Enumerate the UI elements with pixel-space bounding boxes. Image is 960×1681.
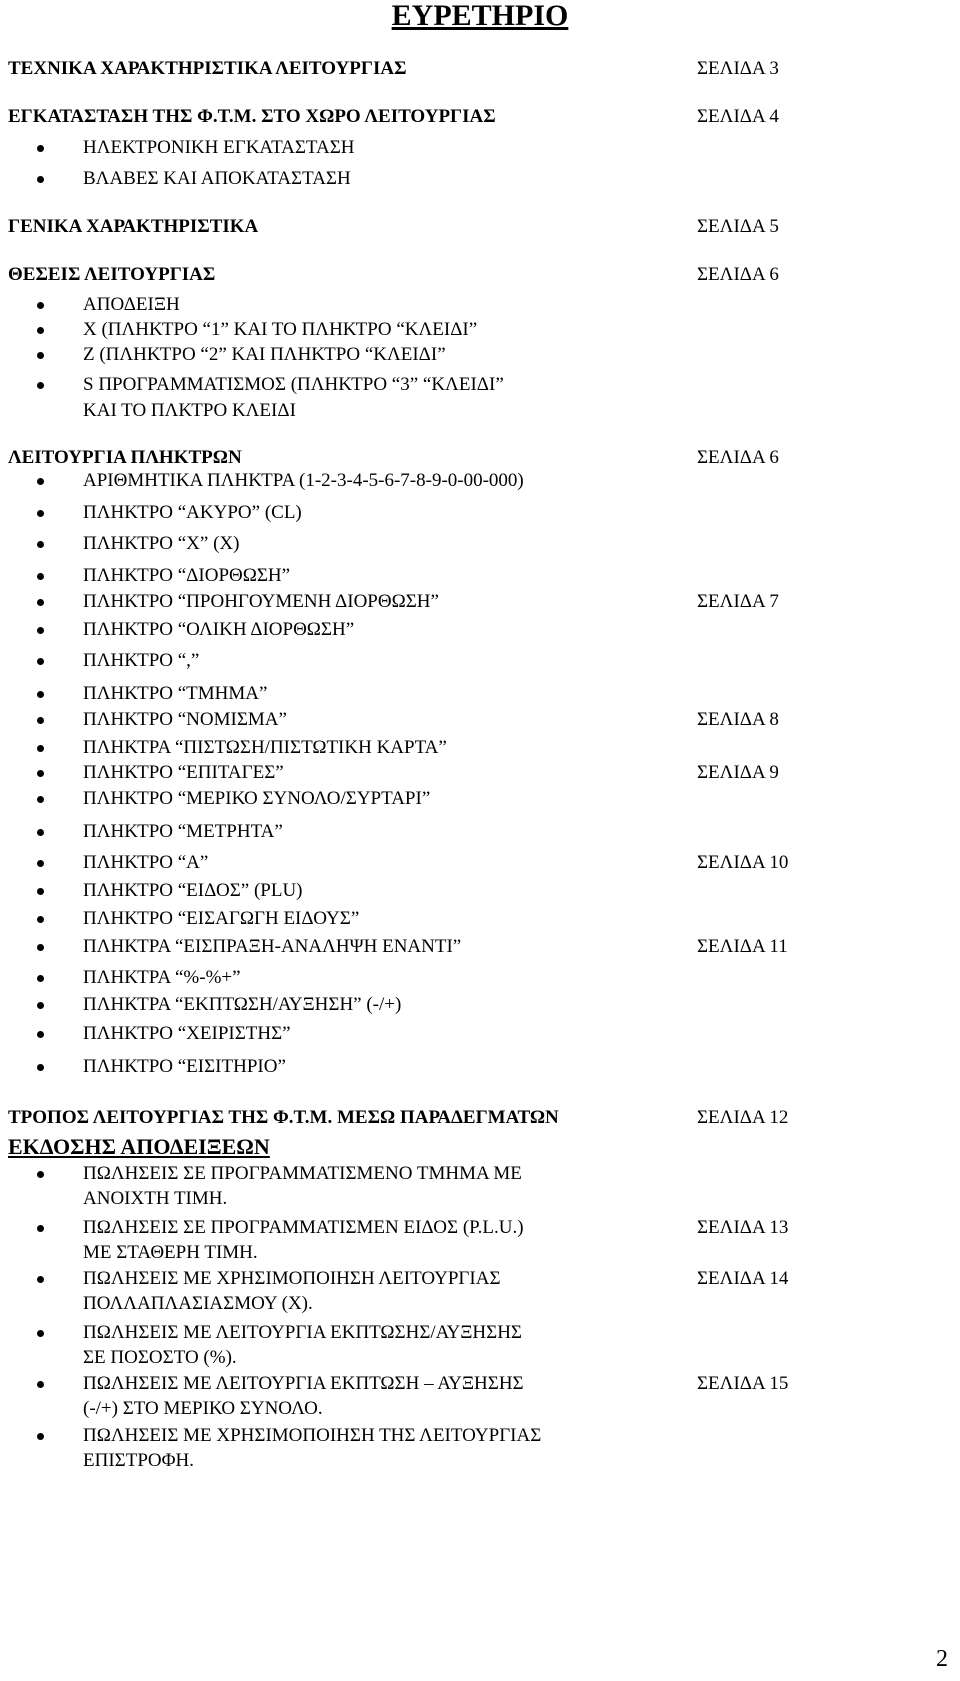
list-item: ΠΛΗΚΤΡΟ “ΝΟΜΙΣΜΑ” [83, 709, 287, 730]
list-item: ΠΛΗΚΤΡΟ “ΔΙΟΡΘΩΣΗ” [83, 565, 291, 586]
section-page: ΣΕΛΙΔΑ 6 [697, 264, 779, 285]
section-page: ΣΕΛΙΔΑ 4 [697, 106, 779, 127]
bullet-icon [37, 860, 44, 867]
list-item: ΠΩΛΗΣΕΙΣ ΜΕ ΛΕΙΤΟΥΡΓΙΑ ΕΚΠΤΩΣΗ – ΑΥΞΗΣΗΣ [83, 1373, 524, 1394]
list-item: ΠΛΗΚΤΡΟ “ΑΚΥΡΟ” (CL) [83, 502, 302, 523]
list-item: ΠΛΗΚΤΡΟ “ΤΜΗΜΑ” [83, 683, 268, 704]
list-item: ΠΩΛΗΣΕΙΣ ΣΕ ΠΡΟΓΡΑΜΜΑΤΙΣΜΕΝΟ ΤΜΗΜΑ ΜΕ [83, 1163, 522, 1184]
list-item: ΠΩΛΗΣΕΙΣ ΜΕ ΧΡΗΣΙΜΟΠΟΙΗΣΗ ΤΗΣ ΛΕΙΤΟΥΡΓΙΑΣ [83, 1425, 542, 1446]
bullet-icon [37, 717, 44, 724]
bullet-icon [37, 1276, 44, 1283]
list-item: ΠΛΗΚΤΡΟ “ΕΙΔΟΣ” (PLU) [83, 880, 303, 901]
bullet-icon [37, 302, 44, 309]
section-page: ΣΕΛΙΔΑ 3 [697, 58, 779, 79]
list-item-page: ΣΕΛΙΔΑ 13 [697, 1217, 789, 1238]
bullet-icon [37, 888, 44, 895]
bullet-icon [37, 944, 44, 951]
list-item: ΠΩΛΗΣΕΙΣ ΣΕ ΠΡΟΓΡΑΜΜΑΤΙΣΜΕΝ ΕΙΔΟΣ (P.L.U.) [83, 1217, 524, 1238]
list-item: ΠΛΗΚΤΡΟ “ΧΕΙΡΙΣΤΗΣ” [83, 1023, 291, 1044]
list-item: ΠΛΗΚΤΡΟ “ΕΙΣΑΓΩΓΗ ΕΙΔΟΥΣ” [83, 908, 360, 929]
section-heading: ΤΕΧΝΙΚΑ ΧΑΡΑΚΤΗΡΙΣΤΙΚΑ ΛΕΙΤΟΥΡΓΙΑΣ [8, 58, 407, 79]
list-item: ΠΛΗΚΤΡΟ “ΠΡΟΗΓΟΥΜΕΝΗ ΔΙΟΡΘΩΣΗ” [83, 591, 439, 612]
list-item-continuation: (-/+) ΣΤΟ ΜΕΡΙΚΟ ΣΥΝΟΛΟ. [83, 1398, 323, 1419]
bullet-icon [37, 1064, 44, 1071]
bullet-icon [37, 541, 44, 548]
section-heading: ΤΡΟΠΟΣ ΛΕΙΤΟΥΡΓΙΑΣ ΤΗΣ Φ.Τ.Μ. ΜΕΣΩ ΠΑΡΑΔΕΓΜΑΤΩΝ [8, 1107, 559, 1128]
list-item-continuation: ΑΝΟΙΧΤΗ ΤΙΜΗ. [83, 1188, 228, 1209]
list-item: ΠΛΗΚΤΡΑ “ΠΙΣΤΩΣΗ/ΠΙΣΤΩΤΙΚΗ ΚΑΡΤΑ” [83, 737, 447, 758]
bullet-icon [37, 745, 44, 752]
bullet-icon [37, 145, 44, 152]
bullet-icon [37, 599, 44, 606]
section-subheading: ΕΚΔΟΣΗΣ ΑΠΟΔΕΙΞΕΩΝ [8, 1134, 270, 1159]
list-item-page: ΣΕΛΙΔΑ 15 [697, 1373, 789, 1394]
bullet-icon [37, 627, 44, 634]
list-item: ΠΛΗΚΤΡΑ “ΕΙΣΠΡΑΞΗ-ΑΝΑΛΗΨΗ ΕΝΑΝΤΙ” [83, 936, 462, 957]
list-item-page: ΣΕΛΙΔΑ 11 [697, 936, 788, 957]
list-item-page: ΣΕΛΙΔΑ 14 [697, 1268, 789, 1289]
list-item: ΠΛΗΚΤΡΟ “X” (X) [83, 533, 240, 554]
list-item: ΠΩΛΗΣΕΙΣ ΜΕ ΛΕΙΤΟΥΡΓΙΑ ΕΚΠΤΩΣΗΣ/ΑΥΞΗΣΗΣ [83, 1322, 522, 1343]
list-item: ΠΛΗΚΤΡΟ “ΕΙΣΙΤΗΡΙΟ” [83, 1056, 286, 1077]
list-item-page: ΣΕΛΙΔΑ 10 [697, 852, 789, 873]
list-item: X (ΠΛΗΚΤΡΟ “1” ΚΑΙ ΤΟ ΠΛΗΚΤΡΟ “ΚΛΕΙΔΙ” [83, 319, 478, 340]
list-item: ΠΛΗΚΤΡΟ “ΜΕΤΡΗΤΑ” [83, 821, 283, 842]
bullet-icon [37, 352, 44, 359]
bullet-icon [37, 1225, 44, 1232]
bullet-icon [37, 1330, 44, 1337]
bullet-icon [37, 573, 44, 580]
section-page: ΣΕΛΙΔΑ 12 [697, 1107, 789, 1128]
bullet-icon [37, 796, 44, 803]
list-item: ΠΛΗΚΤΡΟ “,” [83, 650, 200, 671]
bullet-icon [37, 691, 44, 698]
bullet-icon [37, 916, 44, 923]
list-item: ΠΩΛΗΣΕΙΣ ΜΕ ΧΡΗΣΙΜΟΠΟΙΗΣΗ ΛΕΙΤΟΥΡΓΙΑΣ [83, 1268, 501, 1289]
list-item: ΒΛΑΒΕΣ ΚΑΙ ΑΠΟΚΑΤΑΣΤΑΣΗ [83, 168, 351, 189]
bullet-icon [37, 1381, 44, 1388]
section-page: ΣΕΛΙΔΑ 5 [697, 216, 779, 237]
bullet-icon [37, 1031, 44, 1038]
list-item-page: ΣΕΛΙΔΑ 7 [697, 591, 779, 612]
list-item: ΑΠΟΔΕΙΞΗ [83, 294, 180, 315]
list-item: ΑΡΙΘΜΗΤΙΚΑ ΠΛΗΚΤΡΑ (1-2-3-4-5-6-7-8-9-0-00-000) [83, 470, 524, 491]
list-item-continuation: ΜΕ ΣΤΑΘΕΡΗ ΤΙΜΗ. [83, 1242, 258, 1263]
list-item-continuation: ΚΑΙ ΤΟ ΠΛΚΤΡΟ ΚΛΕΙΔΙ [83, 400, 296, 421]
list-item: ΠΛΗΚΤΡΟ “Α” [83, 852, 209, 873]
list-item-page: ΣΕΛΙΔΑ 8 [697, 709, 779, 730]
section-page: ΣΕΛΙΔΑ 6 [697, 447, 779, 468]
list-item-page: ΣΕΛΙΔΑ 9 [697, 762, 779, 783]
list-item: ΠΛΗΚΤΡΟ “ΕΠΙΤΑΓΕΣ” [83, 762, 284, 783]
list-item: Z (ΠΛΗΚΤΡΟ “2” ΚΑΙ ΠΛΗΚΤΡΟ “ΚΛΕΙΔΙ” [83, 344, 446, 365]
bullet-icon [37, 1002, 44, 1009]
document-title: ΕΥΡΕΤΗΡΙΟ [391, 0, 569, 32]
section-heading: ΛΕΙΤΟΥΡΓΙΑ ΠΛΗΚΤΡΩΝ [8, 447, 242, 468]
bullet-icon [37, 478, 44, 485]
bullet-icon [37, 975, 44, 982]
bullet-icon [37, 658, 44, 665]
list-item: S ΠΡΟΓΡΑΜΜΑΤΙΣΜΟΣ (ΠΛΗΚΤΡΟ “3” “ΚΛΕΙΔΙ” [83, 374, 504, 395]
list-item-continuation: ΠΟΛΛΑΠΛΑΣΙΑΣΜΟΥ (X). [83, 1293, 313, 1314]
section-heading: ΕΓΚΑΤΑΣΤΑΣΗ ΤΗΣ Φ.Τ.Μ. ΣΤΟ ΧΩΡΟ ΛΕΙΤΟΥΡΓΙΑΣ [8, 106, 496, 127]
bullet-icon [37, 176, 44, 183]
bullet-icon [37, 1171, 44, 1178]
bullet-icon [37, 1433, 44, 1440]
section-heading: ΘΕΣΕΙΣ ΛΕΙΤΟΥΡΓΙΑΣ [8, 264, 216, 285]
list-item: ΗΛΕΚΤΡΟΝΙΚΗ ΕΓΚΑΤΑΣΤΑΣΗ [83, 137, 355, 158]
page-number: 2 [936, 1646, 948, 1672]
bullet-icon [37, 327, 44, 334]
bullet-icon [37, 510, 44, 517]
list-item: ΠΛΗΚΤΡΑ “%-%+” [83, 967, 241, 988]
list-item-continuation: ΣΕ ΠΟΣΟΣΤΟ (%). [83, 1347, 237, 1368]
list-item: ΠΛΗΚΤΡΑ “ΕΚΠΤΩΣΗ/ΑΥΞΗΣΗ” (-/+) [83, 994, 402, 1015]
bullet-icon [37, 829, 44, 836]
section-heading: ΓΕΝΙΚΑ ΧΑΡΑΚΤΗΡΙΣΤΙΚΑ [8, 216, 259, 237]
list-item: ΠΛΗΚΤΡΟ “ΜΕΡΙΚΟ ΣΥΝΟΛΟ/ΣΥΡΤΑΡΙ” [83, 788, 431, 809]
bullet-icon [37, 770, 44, 777]
list-item-continuation: ΕΠΙΣΤΡΟΦΗ. [83, 1450, 194, 1471]
list-item: ΠΛΗΚΤΡΟ “ΟΛΙΚΗ ΔΙΟΡΘΩΣΗ” [83, 619, 355, 640]
bullet-icon [37, 382, 44, 389]
